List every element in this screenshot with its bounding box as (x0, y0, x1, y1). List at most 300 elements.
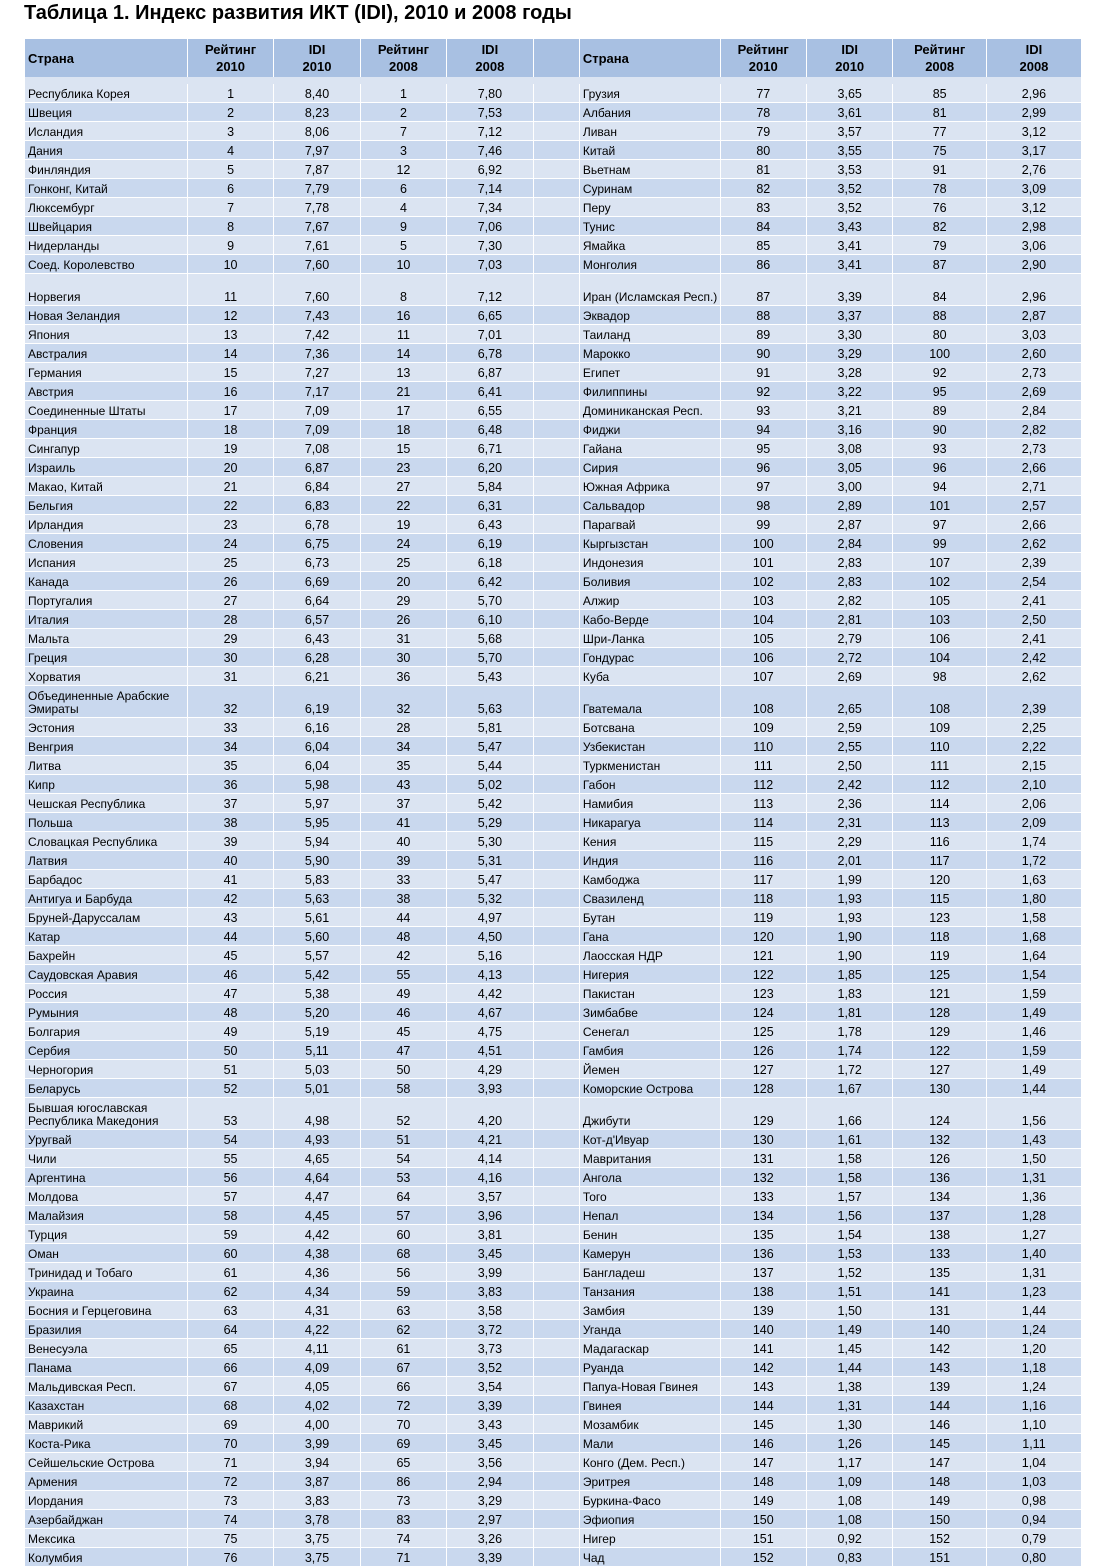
rank2008-cell-left: 38 (360, 889, 446, 908)
country-cell-right: Доминиканская Респ. (579, 401, 720, 420)
country-cell-right: Ботсвана (579, 718, 720, 737)
rank2010-cell-left: 14 (187, 344, 273, 363)
idi2010-cell-right: 2,31 (806, 813, 892, 832)
idi2008-cell-left: 3,99 (447, 1263, 533, 1282)
country-cell-left: Коста-Рика (25, 1434, 188, 1453)
idi2008-cell-left: 6,87 (447, 363, 533, 382)
idi2008-cell-left: 3,81 (447, 1225, 533, 1244)
table-row (25, 737, 1082, 756)
idi2008-cell-right: 1,49 (986, 1060, 1081, 1079)
rank2010-cell-left: 30 (187, 648, 273, 667)
rank2010-cell-right: 137 (720, 1263, 806, 1282)
idi2010-cell-left: 6,78 (274, 515, 360, 534)
rank2010-cell-right: 149 (720, 1491, 806, 1510)
row-gap (533, 1396, 579, 1415)
rank2010-cell-left: 42 (187, 889, 273, 908)
rank2010-cell-right: 82 (720, 179, 806, 198)
header-idi2008-left: IDI 2008 (447, 39, 533, 77)
idi2010-cell-left: 5,11 (274, 1041, 360, 1060)
country-cell-right: Эквадор (579, 306, 720, 325)
idi2008-cell-right: 1,18 (986, 1358, 1081, 1377)
table-row (25, 401, 1082, 420)
row-gap (533, 1187, 579, 1206)
country-cell-right: Танзания (579, 1282, 720, 1301)
rank2010-cell-right: 110 (720, 737, 806, 756)
rank2008-cell-left: 43 (360, 775, 446, 794)
rank2010-cell-left: 1 (187, 84, 273, 103)
idi2008-cell-right: 2,54 (986, 572, 1081, 591)
idi2010-cell-left: 4,93 (274, 1130, 360, 1149)
idi2008-cell-right: 2,98 (986, 217, 1081, 236)
rank2010-cell-left: 9 (187, 236, 273, 255)
rank2008-cell-right: 77 (893, 122, 986, 141)
row-gap (533, 325, 579, 344)
idi2010-cell-left: 6,83 (274, 496, 360, 515)
rank2010-cell-right: 97 (720, 477, 806, 496)
rank2008-cell-right: 100 (893, 344, 986, 363)
row-gap (533, 1206, 579, 1225)
country-cell-right: Боливия (579, 572, 720, 591)
rank2008-cell-left: 3 (360, 141, 446, 160)
table-row (25, 439, 1082, 458)
idi2008-cell-right: 1,10 (986, 1415, 1081, 1434)
idi2010-cell-left: 5,98 (274, 775, 360, 794)
rank2010-cell-right: 152 (720, 1548, 806, 1567)
row-gap (533, 401, 579, 420)
idi2010-cell-left: 4,42 (274, 1225, 360, 1244)
idi2010-cell-left: 5,38 (274, 984, 360, 1003)
rank2010-cell-right: 80 (720, 141, 806, 160)
rank2010-cell-left: 71 (187, 1453, 273, 1472)
rank2008-cell-left: 64 (360, 1187, 446, 1206)
table-row (25, 306, 1082, 325)
idi2008-cell-right: 1,64 (986, 946, 1081, 965)
idi2008-cell-right: 2,90 (986, 255, 1081, 274)
table-row (25, 1339, 1082, 1358)
idi2008-cell-right: 2,66 (986, 458, 1081, 477)
rank2010-cell-right: 133 (720, 1187, 806, 1206)
country-cell-left: Иордания (25, 1491, 188, 1510)
table-row (25, 1206, 1082, 1225)
idi2010-cell-right: 1,53 (806, 1244, 892, 1263)
idi2010-cell-right: 2,42 (806, 775, 892, 794)
idi2010-cell-right: 3,00 (806, 477, 892, 496)
idi2010-cell-left: 3,83 (274, 1491, 360, 1510)
rank2010-cell-right: 127 (720, 1060, 806, 1079)
country-cell-left: Хорватия (25, 667, 188, 686)
country-cell-left: Россия (25, 984, 188, 1003)
idi2010-cell-left: 7,09 (274, 420, 360, 439)
idi2008-cell-left: 7,01 (447, 325, 533, 344)
idi2008-cell-right: 2,99 (986, 103, 1081, 122)
rank2010-cell-left: 61 (187, 1263, 273, 1282)
row-gap (533, 629, 579, 648)
rank2010-cell-left: 18 (187, 420, 273, 439)
row-gap (533, 1510, 579, 1529)
rank2010-cell-left: 67 (187, 1377, 273, 1396)
idi2008-cell-right: 1,80 (986, 889, 1081, 908)
idi2010-cell-left: 5,95 (274, 813, 360, 832)
country-cell-left: Канада (25, 572, 188, 591)
table-row (25, 179, 1082, 198)
table-row (25, 851, 1082, 870)
country-cell-right: Папуа-Новая Гвинея (579, 1377, 720, 1396)
table-row (25, 1529, 1082, 1548)
rank2010-cell-right: 85 (720, 236, 806, 255)
idi2010-cell-right: 2,55 (806, 737, 892, 756)
idi2008-cell-left: 7,30 (447, 236, 533, 255)
rank2010-cell-right: 103 (720, 591, 806, 610)
country-cell-right: Непал (579, 1206, 720, 1225)
rank2008-cell-right: 137 (893, 1206, 986, 1225)
rank2008-cell-right: 111 (893, 756, 986, 775)
header-idi2010-left: IDI 2010 (274, 39, 360, 77)
idi2010-cell-right: 1,45 (806, 1339, 892, 1358)
rank2010-cell-right: 131 (720, 1149, 806, 1168)
country-cell-left: Макао, Китай (25, 477, 188, 496)
row-gap (533, 198, 579, 217)
idi2010-cell-left: 5,83 (274, 870, 360, 889)
rank2010-cell-left: 32 (187, 686, 273, 718)
rank2010-cell-right: 129 (720, 1098, 806, 1130)
country-cell-left: Барбадос (25, 870, 188, 889)
idi2010-cell-right: 1,83 (806, 984, 892, 1003)
idi2008-cell-right: 1,36 (986, 1187, 1081, 1206)
spacer-row (25, 77, 1082, 84)
idi2008-cell-right: 2,62 (986, 534, 1081, 553)
idi2008-cell-right: 2,96 (986, 274, 1081, 306)
row-gap (533, 1339, 579, 1358)
country-cell-left: Объединенные Арабские Эмираты (25, 686, 188, 718)
rank2010-cell-left: 8 (187, 217, 273, 236)
table-row (25, 236, 1082, 255)
rank2008-cell-right: 87 (893, 255, 986, 274)
country-cell-left: Ирландия (25, 515, 188, 534)
idi2010-cell-right: 3,39 (806, 274, 892, 306)
country-cell-left: Саудовская Аравия (25, 965, 188, 984)
idi2008-cell-right: 2,87 (986, 306, 1081, 325)
rank2010-cell-right: 141 (720, 1339, 806, 1358)
table-row (25, 1060, 1082, 1079)
country-cell-left: Тринидад и Тобаго (25, 1263, 188, 1282)
rank2008-cell-left: 36 (360, 667, 446, 686)
country-cell-left: Казахстан (25, 1396, 188, 1415)
idi2010-cell-right: 3,52 (806, 198, 892, 217)
rank2008-cell-right: 126 (893, 1149, 986, 1168)
table-row (25, 84, 1082, 103)
rank2008-cell-right: 101 (893, 496, 986, 515)
row-gap (533, 1130, 579, 1149)
rank2008-cell-left: 24 (360, 534, 446, 553)
rank2008-cell-right: 80 (893, 325, 986, 344)
idi2010-cell-left: 4,36 (274, 1263, 360, 1282)
idi2008-cell-right: 2,25 (986, 718, 1081, 737)
idi2008-cell-right: 2,57 (986, 496, 1081, 515)
row-gap (533, 610, 579, 629)
table-row (25, 496, 1082, 515)
rank2010-cell-left: 58 (187, 1206, 273, 1225)
country-cell-right: Нигер (579, 1529, 720, 1548)
country-cell-right: Парагвай (579, 515, 720, 534)
table-row (25, 1320, 1082, 1339)
idi2008-cell-right: 2,71 (986, 477, 1081, 496)
rank2008-cell-left: 8 (360, 274, 446, 306)
rank2010-cell-right: 94 (720, 420, 806, 439)
table-row (25, 1079, 1082, 1098)
idi2010-cell-left: 6,57 (274, 610, 360, 629)
country-cell-right: Грузия (579, 84, 720, 103)
rank2010-cell-right: 126 (720, 1041, 806, 1060)
rank2008-cell-left: 5 (360, 236, 446, 255)
row-gap (533, 1472, 579, 1491)
rank2008-cell-right: 143 (893, 1358, 986, 1377)
rank2010-cell-left: 21 (187, 477, 273, 496)
country-cell-right: Кыргызстан (579, 534, 720, 553)
rank2010-cell-left: 74 (187, 1510, 273, 1529)
rank2010-cell-left: 63 (187, 1301, 273, 1320)
rank2008-cell-left: 32 (360, 686, 446, 718)
rank2010-cell-right: 140 (720, 1320, 806, 1339)
table-row (25, 1472, 1082, 1491)
idi2010-cell-left: 7,60 (274, 255, 360, 274)
idi2010-cell-left: 5,97 (274, 794, 360, 813)
rank2008-cell-right: 81 (893, 103, 986, 122)
table-row (25, 1358, 1082, 1377)
country-cell-left: Украина (25, 1282, 188, 1301)
country-cell-left: Израиль (25, 458, 188, 477)
country-cell-right: Того (579, 1187, 720, 1206)
row-gap (533, 1548, 579, 1567)
rank2008-cell-right: 132 (893, 1130, 986, 1149)
rank2010-cell-left: 13 (187, 325, 273, 344)
country-cell-right: Нигерия (579, 965, 720, 984)
idi2008-cell-right: 2,84 (986, 401, 1081, 420)
idi2010-cell-right: 3,41 (806, 236, 892, 255)
rank2008-cell-right: 109 (893, 718, 986, 737)
rank2010-cell-right: 132 (720, 1168, 806, 1187)
idi2010-cell-right: 1,44 (806, 1358, 892, 1377)
row-gap (533, 832, 579, 851)
rank2010-cell-right: 136 (720, 1244, 806, 1263)
rank2008-cell-left: 4 (360, 198, 446, 217)
rank2010-cell-left: 56 (187, 1168, 273, 1187)
idi2008-cell-left: 4,97 (447, 908, 533, 927)
idi2008-cell-left: 5,32 (447, 889, 533, 908)
table-row (25, 1003, 1082, 1022)
country-cell-right: Гана (579, 927, 720, 946)
table-row (25, 217, 1082, 236)
table-row (25, 515, 1082, 534)
row-gap (533, 927, 579, 946)
rank2010-cell-left: 65 (187, 1339, 273, 1358)
rank2010-cell-right: 109 (720, 718, 806, 737)
rank2010-cell-left: 50 (187, 1041, 273, 1060)
idi2010-cell-left: 6,04 (274, 737, 360, 756)
country-cell-left: Мексика (25, 1529, 188, 1548)
idi2010-cell-right: 3,08 (806, 439, 892, 458)
idi2008-cell-left: 7,03 (447, 255, 533, 274)
row-gap (533, 1225, 579, 1244)
rank2010-cell-left: 23 (187, 515, 273, 534)
rank2008-cell-right: 147 (893, 1453, 986, 1472)
rank2010-cell-left: 53 (187, 1098, 273, 1130)
row-gap (533, 1282, 579, 1301)
country-cell-left: Азербайджан (25, 1510, 188, 1529)
idi2010-cell-right: 2,83 (806, 553, 892, 572)
rank2008-cell-right: 145 (893, 1434, 986, 1453)
country-cell-left: Турция (25, 1225, 188, 1244)
table-row (25, 1548, 1082, 1567)
idi2008-cell-left: 7,06 (447, 217, 533, 236)
rank2010-cell-right: 134 (720, 1206, 806, 1225)
rank2010-cell-right: 77 (720, 84, 806, 103)
idi2008-cell-right: 1,31 (986, 1168, 1081, 1187)
rank2010-cell-left: 28 (187, 610, 273, 629)
rank2008-cell-left: 53 (360, 1168, 446, 1187)
table-row (25, 1168, 1082, 1187)
row-gap (533, 439, 579, 458)
header-country-right: Страна (579, 39, 720, 77)
row-gap (533, 236, 579, 255)
rank2008-cell-right: 104 (893, 648, 986, 667)
rank2010-cell-right: 116 (720, 851, 806, 870)
country-cell-right: Ангола (579, 1168, 720, 1187)
idi2008-cell-left: 4,21 (447, 1130, 533, 1149)
idi2010-cell-right: 3,30 (806, 325, 892, 344)
rank2010-cell-right: 90 (720, 344, 806, 363)
rank2010-cell-left: 31 (187, 667, 273, 686)
country-cell-right: Иран (Исламская Респ.) (579, 274, 720, 306)
rank2008-cell-left: 47 (360, 1041, 446, 1060)
idi2008-cell-left: 5,70 (447, 648, 533, 667)
idi2010-cell-left: 7,36 (274, 344, 360, 363)
country-cell-left: Польша (25, 813, 188, 832)
rank2010-cell-left: 6 (187, 179, 273, 198)
table-row (25, 1377, 1082, 1396)
idi2008-cell-left: 5,84 (447, 477, 533, 496)
country-cell-left: Кипр (25, 775, 188, 794)
idi2008-cell-right: 3,17 (986, 141, 1081, 160)
country-cell-right: Алжир (579, 591, 720, 610)
idi2010-cell-left: 4,65 (274, 1149, 360, 1168)
country-cell-right: Албания (579, 103, 720, 122)
idi2008-cell-left: 3,83 (447, 1282, 533, 1301)
country-cell-right: Сенегал (579, 1022, 720, 1041)
idi2010-cell-left: 7,43 (274, 306, 360, 325)
country-cell-left: Беларусь (25, 1079, 188, 1098)
rank2008-cell-right: 94 (893, 477, 986, 496)
row-gap (533, 1003, 579, 1022)
idi2010-cell-right: 1,09 (806, 1472, 892, 1491)
idi2008-cell-right: 1,54 (986, 965, 1081, 984)
rank2008-cell-right: 149 (893, 1491, 986, 1510)
idi2010-cell-right: 1,58 (806, 1168, 892, 1187)
idi2010-cell-left: 6,69 (274, 572, 360, 591)
rank2008-cell-left: 50 (360, 1060, 446, 1079)
rank2008-cell-right: 122 (893, 1041, 986, 1060)
rank2008-cell-right: 139 (893, 1377, 986, 1396)
row-gap (533, 160, 579, 179)
idi2010-cell-right: 1,67 (806, 1079, 892, 1098)
rank2010-cell-left: 66 (187, 1358, 273, 1377)
rank2008-cell-right: 152 (893, 1529, 986, 1548)
country-cell-left: Словацкая Республика (25, 832, 188, 851)
rank2008-cell-right: 133 (893, 1244, 986, 1263)
row-gap (533, 1098, 579, 1130)
idi2008-cell-left: 7,46 (447, 141, 533, 160)
rank2008-cell-right: 97 (893, 515, 986, 534)
table-row (25, 946, 1082, 965)
rank2010-cell-left: 62 (187, 1282, 273, 1301)
rank2008-cell-left: 49 (360, 984, 446, 1003)
country-cell-right: Индия (579, 851, 720, 870)
rank2008-cell-left: 23 (360, 458, 446, 477)
rank2008-cell-left: 83 (360, 1510, 446, 1529)
idi2010-cell-left: 4,31 (274, 1301, 360, 1320)
rank2010-cell-right: 120 (720, 927, 806, 946)
rank2010-cell-left: 15 (187, 363, 273, 382)
idi2010-cell-left: 3,87 (274, 1472, 360, 1491)
idi2008-cell-left: 4,50 (447, 927, 533, 946)
rank2010-cell-right: 138 (720, 1282, 806, 1301)
idi2008-cell-left: 6,71 (447, 439, 533, 458)
rank2008-cell-left: 35 (360, 756, 446, 775)
idi2010-cell-right: 1,30 (806, 1415, 892, 1434)
idi2010-cell-right: 1,81 (806, 1003, 892, 1022)
rank2010-cell-right: 123 (720, 984, 806, 1003)
rank2010-cell-left: 46 (187, 965, 273, 984)
row-gap (533, 363, 579, 382)
rank2008-cell-left: 33 (360, 870, 446, 889)
country-cell-right: Кот-д'Ивуар (579, 1130, 720, 1149)
rank2010-cell-left: 11 (187, 274, 273, 306)
country-cell-right: Монголия (579, 255, 720, 274)
idi2010-cell-right: 3,52 (806, 179, 892, 198)
rank2008-cell-left: 63 (360, 1301, 446, 1320)
idi2010-cell-right: 0,83 (806, 1548, 892, 1567)
idi2008-cell-left: 4,20 (447, 1098, 533, 1130)
rank2008-cell-right: 136 (893, 1168, 986, 1187)
country-cell-right: Таиланд (579, 325, 720, 344)
idi2008-cell-right: 1,31 (986, 1263, 1081, 1282)
idi2008-cell-right: 1,58 (986, 908, 1081, 927)
country-cell-left: Швейцария (25, 217, 188, 236)
row-gap (533, 217, 579, 236)
country-cell-right: Замбия (579, 1301, 720, 1320)
idi2010-cell-right: 3,65 (806, 84, 892, 103)
idi2010-cell-right: 1,66 (806, 1098, 892, 1130)
rank2008-cell-right: 110 (893, 737, 986, 756)
idi2008-cell-left: 3,57 (447, 1187, 533, 1206)
idi2008-cell-left: 7,12 (447, 274, 533, 306)
idi2010-cell-right: 3,29 (806, 344, 892, 363)
rank2008-cell-left: 61 (360, 1339, 446, 1358)
country-cell-right: Шри-Ланка (579, 629, 720, 648)
idi2008-cell-left: 3,93 (447, 1079, 533, 1098)
rank2008-cell-left: 18 (360, 420, 446, 439)
idi2008-cell-right: 1,27 (986, 1225, 1081, 1244)
rank2010-cell-right: 147 (720, 1453, 806, 1472)
idi2010-cell-right: 2,79 (806, 629, 892, 648)
rank2010-cell-left: 17 (187, 401, 273, 420)
country-cell-left: Австрия (25, 382, 188, 401)
row-gap (533, 775, 579, 794)
row-gap (533, 965, 579, 984)
idi2008-cell-right: 1,03 (986, 1472, 1081, 1491)
idi2010-cell-right: 1,78 (806, 1022, 892, 1041)
idi2010-cell-left: 8,06 (274, 122, 360, 141)
idi2008-cell-right: 2,39 (986, 686, 1081, 718)
